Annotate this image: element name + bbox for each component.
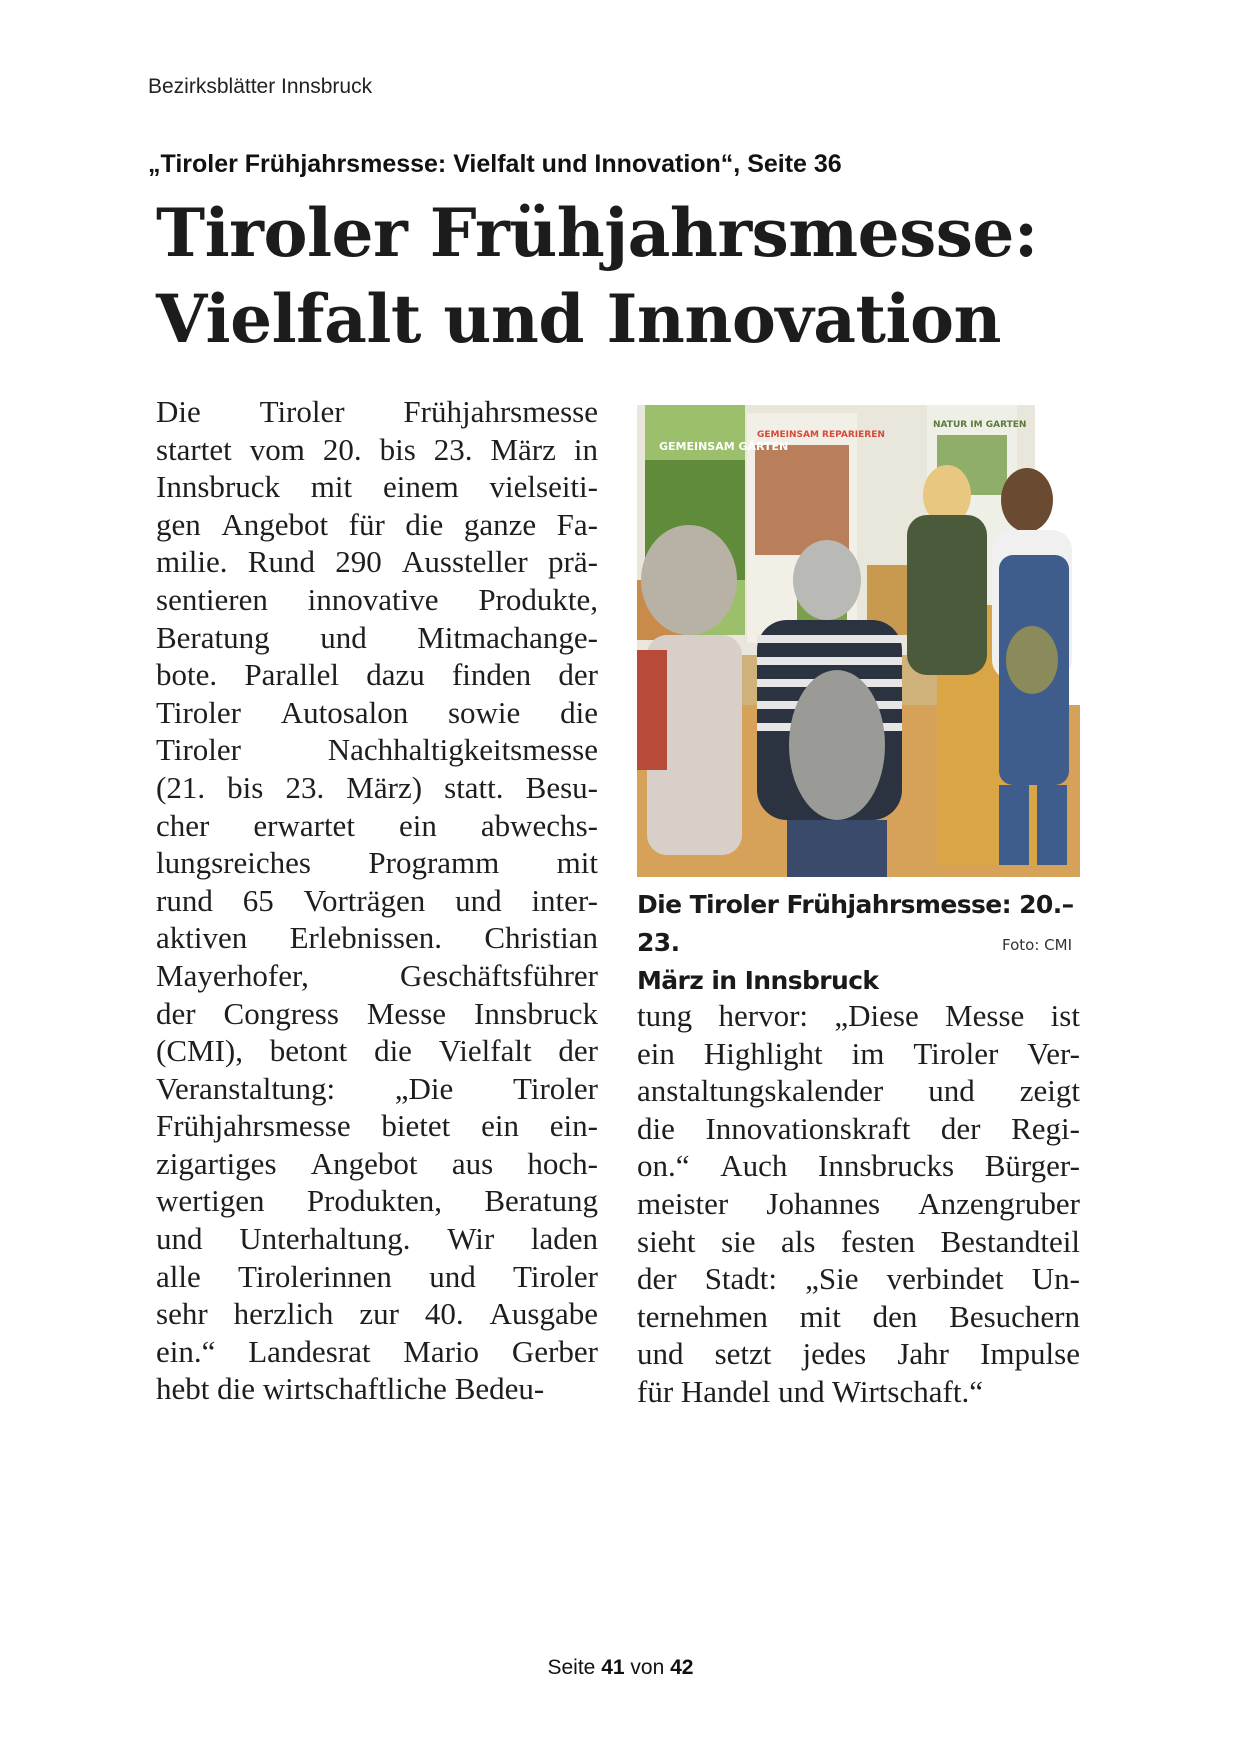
- text-line: [637, 1110, 1080, 1148]
- word: im: [851, 1035, 885, 1071]
- word: Programm: [368, 845, 500, 881]
- word: Mitmachange-: [417, 619, 598, 655]
- word: „Sie: [805, 1261, 859, 1297]
- word: Nachhaltigkeitsmesse: [327, 732, 598, 768]
- word: mit: [556, 845, 598, 881]
- word: Rund: [247, 544, 315, 580]
- word: lungsreiches: [156, 845, 311, 881]
- word: Ver-: [1027, 1035, 1080, 1071]
- word: zur: [359, 1296, 399, 1332]
- text-line: [156, 882, 598, 920]
- word: inter-: [531, 882, 598, 918]
- word: Aussteller: [402, 544, 528, 580]
- word: Anzengruber: [918, 1185, 1080, 1221]
- text-line: [637, 1185, 1080, 1223]
- page-label: Seite: [547, 1656, 596, 1679]
- word: mit: [799, 1298, 841, 1334]
- word: Innsbrucks: [818, 1148, 955, 1184]
- article-column-2: [637, 997, 1080, 1411]
- article-reference: „Tiroler Frühjahrsmesse: Vielfalt und Innovation“, Seite 36: [148, 150, 842, 178]
- word: ein-: [549, 1108, 598, 1144]
- word: Tiroler: [913, 1035, 999, 1071]
- word: „Diese: [834, 998, 919, 1033]
- banner-text: NATUR IM GARTEN: [933, 420, 1027, 430]
- word: die: [560, 694, 598, 730]
- text-line: [156, 1070, 598, 1108]
- word: 23.: [433, 431, 473, 467]
- word: Bürger-: [984, 1148, 1080, 1184]
- word: der: [637, 1261, 677, 1297]
- word: hoch-: [527, 1145, 598, 1181]
- exhibition-photo-illustration: [637, 405, 1080, 877]
- word: in: [573, 431, 598, 467]
- word: für: [348, 506, 385, 542]
- word: Un-: [1031, 1261, 1080, 1297]
- text-line: [156, 468, 598, 506]
- word: verbindet: [886, 1261, 1004, 1297]
- word: zeigt: [1019, 1073, 1080, 1109]
- word: die: [637, 1110, 675, 1146]
- word: cher: [156, 807, 210, 843]
- word: Geschäftsführer: [400, 957, 598, 993]
- current-page: 41: [601, 1656, 625, 1679]
- word: der: [558, 657, 598, 693]
- word: Gerber: [511, 1333, 598, 1369]
- word: festen: [840, 1223, 915, 1259]
- word: Vielfalt: [438, 1033, 532, 1069]
- word: 40.: [424, 1296, 464, 1332]
- word: rund: [156, 882, 213, 918]
- text-line: [156, 957, 598, 995]
- word: sentieren: [156, 581, 268, 617]
- word: ein: [637, 1035, 675, 1071]
- word: Tirolerinnen: [238, 1258, 392, 1294]
- word: Innsbruck: [474, 995, 598, 1031]
- text-line: [637, 997, 1080, 1035]
- word: Wir: [447, 1221, 495, 1257]
- photo-caption-line: Die Tiroler Frühjahrsmesse: 20.–23.: [637, 890, 1074, 957]
- article-column-1: [156, 393, 598, 1408]
- text-line: [156, 1333, 598, 1371]
- word: Angebot: [310, 1145, 418, 1181]
- word: und: [637, 1336, 684, 1372]
- word: Bestandteil: [940, 1223, 1080, 1259]
- word: sie: [721, 1223, 756, 1259]
- word: Jahr: [897, 1336, 949, 1372]
- text-line: für Handel und Wirtschaft.“: [637, 1373, 983, 1409]
- word: finden: [451, 657, 532, 693]
- word: Produkten,: [306, 1183, 442, 1219]
- word: bis: [227, 769, 264, 805]
- text-line: [156, 431, 598, 469]
- word: ein: [481, 1108, 519, 1144]
- text-line: [156, 694, 598, 732]
- word: bote.: [156, 657, 218, 693]
- word: innovative: [307, 581, 439, 617]
- word: Landesrat: [248, 1333, 371, 1369]
- word: 65: [242, 882, 274, 918]
- word: ist: [1050, 998, 1080, 1033]
- text-line: [156, 731, 598, 769]
- word: 20.: [322, 431, 362, 467]
- word: Autosalon: [280, 694, 409, 730]
- exhibition-photo: [637, 405, 1080, 877]
- word: Vorträgen: [303, 882, 426, 918]
- word: Tiroler: [513, 1070, 598, 1106]
- word: Fa-: [556, 506, 598, 542]
- text-line: [637, 1223, 1080, 1261]
- word: erwartet: [253, 807, 355, 843]
- word: Veranstaltung:: [156, 1070, 336, 1106]
- word: hervor:: [718, 998, 809, 1033]
- word: zigartiges: [156, 1145, 277, 1181]
- word: und: [455, 882, 502, 918]
- text-line: [156, 1295, 598, 1333]
- text-line: [156, 581, 598, 619]
- text-line: [156, 807, 598, 845]
- word: vielseiti-: [489, 469, 598, 505]
- banner-text: GEMEINSAM GÄRTEN: [659, 440, 789, 453]
- word: alle: [156, 1258, 201, 1294]
- text-line: [637, 1147, 1080, 1185]
- word: einem: [382, 469, 459, 505]
- word: Ausgabe: [489, 1296, 598, 1332]
- word: ein: [398, 807, 437, 843]
- word: März): [346, 769, 423, 805]
- headline-line: Tiroler Frühjahrsmesse:: [156, 194, 1038, 272]
- word: wertigen: [156, 1183, 265, 1219]
- word: 23.: [285, 769, 325, 805]
- word: Tiroler: [156, 694, 241, 730]
- text-line: [156, 995, 598, 1033]
- text-line: [156, 543, 598, 581]
- word: Auch: [720, 1148, 788, 1184]
- word: Messe: [366, 995, 447, 1031]
- word: meister: [637, 1185, 729, 1221]
- text-line: [156, 619, 598, 657]
- word: (21.: [156, 769, 206, 805]
- word: Regi-: [1011, 1110, 1080, 1146]
- word: März: [490, 431, 556, 467]
- text-line: [156, 1145, 598, 1183]
- word: die: [405, 506, 444, 542]
- word: tung: [637, 998, 693, 1033]
- word: aus: [451, 1145, 494, 1181]
- word: den: [872, 1298, 918, 1334]
- word: Mario: [403, 1333, 480, 1369]
- word: Unterhaltung.: [239, 1221, 411, 1257]
- word: ganze: [463, 506, 537, 542]
- word: bietet: [381, 1108, 451, 1144]
- word: als: [781, 1223, 816, 1259]
- word: Besu-: [525, 769, 598, 805]
- word: dazu: [366, 657, 425, 693]
- word: vom: [249, 431, 305, 467]
- word: milie.: [156, 544, 228, 580]
- word: Innovationskraft: [705, 1110, 911, 1146]
- text-line: [156, 919, 598, 957]
- word: Besuchern: [949, 1298, 1080, 1334]
- word: (CMI),: [156, 1033, 243, 1069]
- headline: [156, 190, 1156, 362]
- word: bis: [379, 431, 416, 467]
- word: Stadt:: [704, 1261, 778, 1297]
- word: Johannes: [766, 1185, 881, 1221]
- word: prä-: [548, 544, 598, 580]
- word: Frühjahrsmesse: [403, 394, 598, 429]
- word: Innsbruck: [156, 469, 280, 505]
- headline-line: Vielfalt und Innovation: [156, 280, 1002, 358]
- word: Highlight: [703, 1035, 823, 1071]
- text-line: [156, 656, 598, 694]
- text-line: [156, 1182, 598, 1220]
- word: der: [940, 1110, 981, 1146]
- word: der: [558, 1033, 598, 1069]
- word: Tiroler: [156, 732, 241, 768]
- page-separator: von: [630, 1656, 665, 1679]
- word: Parallel: [244, 657, 340, 693]
- word: der: [156, 995, 196, 1031]
- word: Frühjahrsmesse: [156, 1108, 351, 1144]
- word: herzlich: [233, 1296, 334, 1332]
- word: mit: [310, 469, 353, 505]
- word: Impulse: [980, 1336, 1080, 1372]
- word: betont: [269, 1033, 348, 1069]
- word: Erlebnissen.: [289, 920, 442, 956]
- word: on.“: [637, 1148, 690, 1184]
- word: abwechs-: [480, 807, 598, 843]
- word: aktiven: [156, 920, 248, 956]
- word: ternehmen: [637, 1298, 768, 1334]
- text-line: [156, 1107, 598, 1145]
- word: sehr: [156, 1296, 208, 1332]
- word: anstaltungskalender: [637, 1073, 884, 1109]
- text-line: [156, 1032, 598, 1070]
- text-line: hebt die wirtschaftliche Bedeu-: [156, 1371, 545, 1407]
- word: ein.“: [156, 1333, 216, 1369]
- word: und: [320, 619, 367, 655]
- word: setzt: [714, 1336, 772, 1372]
- word: Tiroler: [513, 1258, 598, 1294]
- text-line: [156, 769, 598, 807]
- word: 290: [335, 544, 382, 580]
- page-number: [0, 1656, 1241, 1680]
- word: Mayerhofer,: [156, 957, 309, 993]
- word: laden: [530, 1221, 598, 1257]
- text-line: [156, 1258, 598, 1296]
- word: Produkte,: [478, 581, 598, 617]
- word: startet: [156, 431, 232, 467]
- banner-text: GEMEINSAM REPARIEREN: [757, 430, 885, 440]
- text-line: [637, 1035, 1080, 1073]
- word: Messe: [945, 998, 1025, 1033]
- word: Christian: [484, 920, 598, 956]
- word: Congress: [223, 995, 339, 1031]
- photo-caption-line: März in Innsbruck: [637, 966, 879, 995]
- word: sowie: [447, 694, 521, 730]
- publication-name: Bezirksblätter Innsbruck: [148, 75, 373, 98]
- word: Tiroler: [259, 394, 345, 429]
- text-line: [637, 1072, 1080, 1110]
- word: und: [156, 1221, 203, 1257]
- word: Angebot: [221, 506, 329, 542]
- word: statt.: [444, 769, 504, 805]
- word: und: [928, 1073, 975, 1109]
- text-line: [156, 393, 598, 431]
- word: jedes: [802, 1336, 867, 1372]
- text-line: [637, 1260, 1080, 1298]
- word: die: [374, 1033, 412, 1069]
- word: „Die: [394, 1070, 454, 1106]
- text-line: [637, 1335, 1080, 1373]
- text-line: [156, 1220, 598, 1258]
- text-line: [156, 506, 598, 544]
- photo-credit: Foto: CMI: [1002, 936, 1072, 954]
- total-pages: 42: [670, 1656, 694, 1679]
- word: Beratung: [156, 619, 270, 655]
- word: sieht: [637, 1223, 696, 1259]
- word: und: [429, 1258, 476, 1294]
- text-line: [637, 1298, 1080, 1336]
- word: Beratung: [484, 1183, 598, 1219]
- text-line: [156, 844, 598, 882]
- word: Die: [156, 394, 201, 429]
- word: gen: [156, 506, 201, 542]
